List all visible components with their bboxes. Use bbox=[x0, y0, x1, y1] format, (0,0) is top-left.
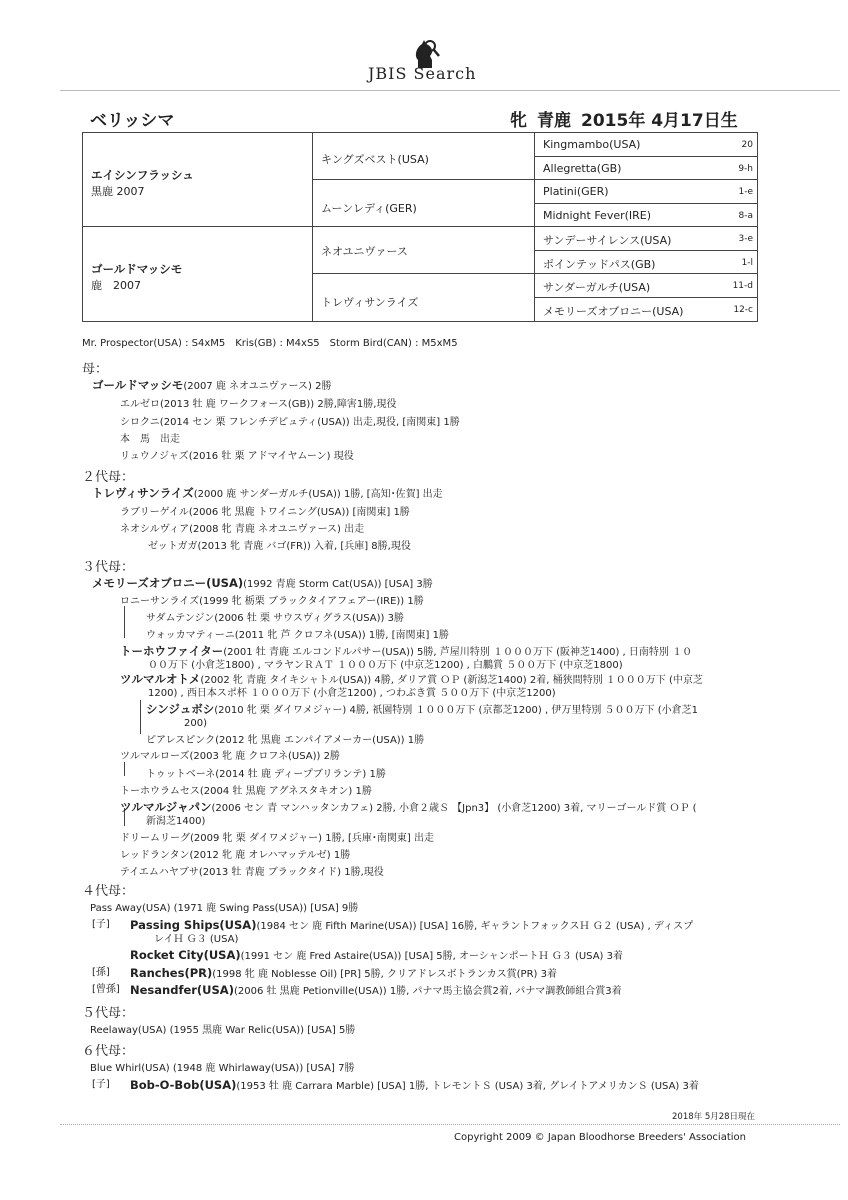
list-item[interactable]: ツルマルジャパン(2006 セン 青 マンハッタンカフェ) 2勝, 小倉２歳Ｓ 【Jpn3】 (小倉芝1200) 3着, マリーゴールド賞 ＯＰ ( bbox=[120, 800, 697, 814]
section-3rd-dam: ３代母： bbox=[82, 560, 135, 575]
list-item[interactable]: トーホウラムセス(2004 牡 黒鹿 アグネスタキオン) 1勝 bbox=[120, 786, 372, 797]
tag-ko: [子] bbox=[92, 919, 110, 930]
gen3-cell[interactable]: Midnight Fever(IRE) 8-a bbox=[535, 204, 757, 227]
pedigree-table bbox=[82, 132, 758, 322]
gen2-cell[interactable]: ネオユニヴァース bbox=[313, 227, 535, 274]
list-item[interactable]: ゴールドマッシモ(2007 鹿 ネオユニヴァース) 2勝 bbox=[92, 378, 332, 392]
section-4th-dam: ４代母： bbox=[82, 884, 135, 899]
list-item[interactable]: メモリーズオブロニー(USA)(1992 青鹿 Storm Cat(USA)) [USA] 3勝 bbox=[92, 576, 433, 590]
list-item[interactable]: 本 馬 出走 bbox=[120, 434, 180, 445]
list-item[interactable]: ネオシルヴィア(2008 牝 青鹿 ネオユニヴァース) 出走 bbox=[120, 524, 365, 535]
list-item[interactable]: トーホウファイター(2001 牡 青鹿 エルコンドルパサー(USA)) 5勝, 芦屋川特別 １０００万下 (阪神芝1400) , 日南特別 １０ bbox=[120, 644, 693, 658]
list-item[interactable]: ピアレスピンク(2012 牝 黒鹿 エンパイアメーカー(USA)) 1勝 bbox=[146, 735, 425, 746]
list-item: 新潟芝1400) bbox=[146, 816, 206, 827]
tag-son: [孫] bbox=[92, 967, 110, 978]
list-item[interactable]: ツルマルローズ(2003 牝 鹿 クロフネ(USA)) 2勝 bbox=[120, 751, 340, 762]
section-dam: 母： bbox=[82, 362, 109, 377]
sire-info: 黒鹿 2007 bbox=[91, 185, 145, 198]
section-6th-dam: ６代母： bbox=[82, 1044, 135, 1059]
gen3-cell[interactable]: ポインテッドパス(GB) 1-l bbox=[535, 251, 757, 274]
jbis-logo-text[interactable]: JBIS Search bbox=[368, 64, 477, 83]
list-item: 1200) , 西日本スポ杯 １０００万下 (小倉芝1200) , つわぶき賞 ５００万下 (中京芝1200) bbox=[148, 688, 556, 699]
list-item: ００万下 (小倉芝1800) , マラヤンＲＡＴ １０００万下 (中京芝1200) , 白鵬賞 ５００万下 (中京芝1800) bbox=[148, 660, 623, 671]
as-of-date: 2018年 5月28日現在 bbox=[672, 1112, 756, 1122]
list-item[interactable]: Reelaway(USA) (1955 黒鹿 War Relic(USA)) [USA] 5勝 bbox=[90, 1025, 356, 1036]
horse-info bbox=[500, 106, 738, 131]
list-item[interactable]: トゥットベーネ(2014 牡 鹿 ディープブリランテ) 1勝 bbox=[146, 769, 386, 780]
list-item[interactable]: Ranches(PR)(1998 牝 鹿 Noblesse Oil) [PR] 5勝, クリアドレスボトランカス賞(PR) 3着 bbox=[130, 966, 557, 980]
tree-bar bbox=[124, 606, 125, 638]
inbreeding-note: Mr. Prospector(USA) : S4xM5 Kris(GB) : M4xS5 Storm Bird(CAN) : M5xM5 bbox=[82, 338, 458, 349]
dam-cell[interactable] bbox=[83, 227, 313, 321]
list-item[interactable]: シンジュボシ(2010 牝 栗 ダイワメジャー) 4勝, 祇園特別 １０００万下 (京都芝1200) , 伊万里特別 ５００万下 (小倉芝1 bbox=[146, 702, 698, 716]
list-item[interactable]: ラブリーゲイル(2006 牝 黒鹿 トワイニング(USA)) [南関東] 1勝 bbox=[120, 507, 410, 518]
gen3-cell[interactable]: Kingmambo(USA) 20 bbox=[535, 133, 757, 157]
tag-soson: [曾孫] bbox=[92, 984, 120, 995]
list-item[interactable]: シロクニ(2014 セン 栗 フレンチデピュティ(USA)) 出走,現役, [南関東] 1勝 bbox=[120, 417, 460, 428]
gen2-cell[interactable]: ムーンレディ(GER) bbox=[313, 180, 535, 227]
list-item[interactable]: テイエムハヤブサ(2013 牡 青鹿 ブラックタイド) 1勝,現役 bbox=[120, 867, 384, 878]
gen3-cell[interactable]: サンダーガルチ(USA) 11-d bbox=[535, 274, 757, 298]
dam-info: 鹿 2007 bbox=[91, 279, 141, 292]
list-item[interactable]: Bob-O-Bob(USA)(1953 牡 鹿 Carrara Marble) [USA] 1勝, トレモントＳ (USA) 3着, グレイトアメリカンＳ (USA) 3着 bbox=[130, 1078, 699, 1092]
dam-name: ゴールドマッシモ bbox=[91, 262, 183, 276]
horse-birth: 2015年 4月17日生 bbox=[581, 111, 738, 131]
list-item[interactable]: Passing Ships(USA)(1984 セン 鹿 Fifth Marine(USA)) [USA] 16勝, ギャラントフォックスＨ Ｇ２ (USA) , ディスプ bbox=[130, 918, 694, 932]
list-item[interactable]: ツルマルオトメ(2002 牝 青鹿 タイキシャトル(USA)) 4勝, ダリア賞 ＯＰ (新潟芝1400) 2着, 桶狭間特別 １０００万下 (中京芝 bbox=[120, 672, 703, 686]
sire-cell[interactable] bbox=[83, 133, 313, 227]
gen3-cell[interactable]: Allegretta(GB) 9-h bbox=[535, 157, 757, 180]
list-item[interactable]: トレヴィサンライズ(2000 鹿 サンダーガルチ(USA)) 1勝, [高知･佐賀] 出走 bbox=[92, 486, 443, 500]
list-item[interactable]: レッドランタン(2012 牝 鹿 オレハマッテルゼ) 1勝 bbox=[120, 850, 351, 861]
list-item[interactable]: ゼットガガ(2013 牝 青鹿 バゴ(FR)) 入着, [兵庫] 8勝,現役 bbox=[148, 541, 411, 552]
gen2-cell[interactable]: キングズベスト(USA) bbox=[313, 133, 535, 180]
list-item[interactable]: エルゼロ(2013 牡 鹿 ワークフォース(GB)) 2勝,障害1勝,現役 bbox=[120, 399, 397, 410]
list-item[interactable]: Nesandfer(USA)(2006 牡 黒鹿 Petionville(USA)) 1勝, パナマ馬主協会賞2着, パナマ調教師組合賞3着 bbox=[130, 983, 622, 997]
horse-color: 青鹿 bbox=[537, 111, 571, 131]
gen2-cell[interactable]: トレヴィサンライズ bbox=[313, 274, 535, 321]
list-item[interactable]: サダムテンジン(2006 牡 栗 サウスヴィグラス(USA)) 3勝 bbox=[146, 613, 404, 624]
list-item: 200) bbox=[184, 718, 207, 729]
section-2nd-dam: ２代母： bbox=[82, 470, 135, 485]
horse-sex: 牝 bbox=[510, 111, 527, 131]
list-item[interactable]: Pass Away(USA) (1971 鹿 Swing Pass(USA)) [USA] 9勝 bbox=[90, 903, 359, 914]
list-item[interactable]: ロニーサンライズ(1999 牝 栃栗 ブラックタイアフェアー(IRE)) 1勝 bbox=[120, 596, 424, 607]
list-item[interactable]: Rocket City(USA)(1991 セン 鹿 Fred Astaire(USA)) [USA] 5勝, オーシャンポートＨ Ｇ３ (USA) 3着 bbox=[130, 948, 623, 962]
list-item[interactable]: リュウノジャズ(2016 牡 栗 アドマイヤムーン) 現役 bbox=[120, 451, 354, 462]
sire-name: エイシンフラッシュ bbox=[91, 168, 194, 182]
list-item[interactable]: Blue Whirl(USA) (1948 鹿 Whirlaway(USA)) [USA] 7勝 bbox=[90, 1063, 355, 1074]
section-5th-dam: ５代母： bbox=[82, 1006, 135, 1021]
list-item: レイＨ Ｇ３ (USA) bbox=[154, 934, 239, 945]
list-item[interactable]: ドリームリーグ(2009 牝 栗 ダイワメジャー) 1勝, [兵庫･南関東] 出走 bbox=[120, 833, 434, 844]
list-item[interactable]: ウォッカマティーニ(2011 牝 芦 クロフネ(USA)) 1勝, [南関東] 1勝 bbox=[146, 630, 449, 641]
gen3-cell[interactable]: メモリーズオブロニー(USA) 12-c bbox=[543, 305, 753, 318]
gen3-cell[interactable]: サンデーサイレンス(USA) 3-e bbox=[535, 227, 757, 251]
tree-bar bbox=[140, 700, 141, 734]
tree-bar bbox=[124, 762, 125, 776]
tag-ko: [子] bbox=[92, 1079, 110, 1090]
footer-divider bbox=[60, 1124, 840, 1125]
gen3-cell[interactable]: Platini(GER) 1-e bbox=[535, 180, 757, 204]
horse-name: ベリッシマ bbox=[90, 111, 175, 131]
copyright: Copyright 2009 © Japan Bloodhorse Breeders' Association bbox=[454, 1132, 746, 1143]
